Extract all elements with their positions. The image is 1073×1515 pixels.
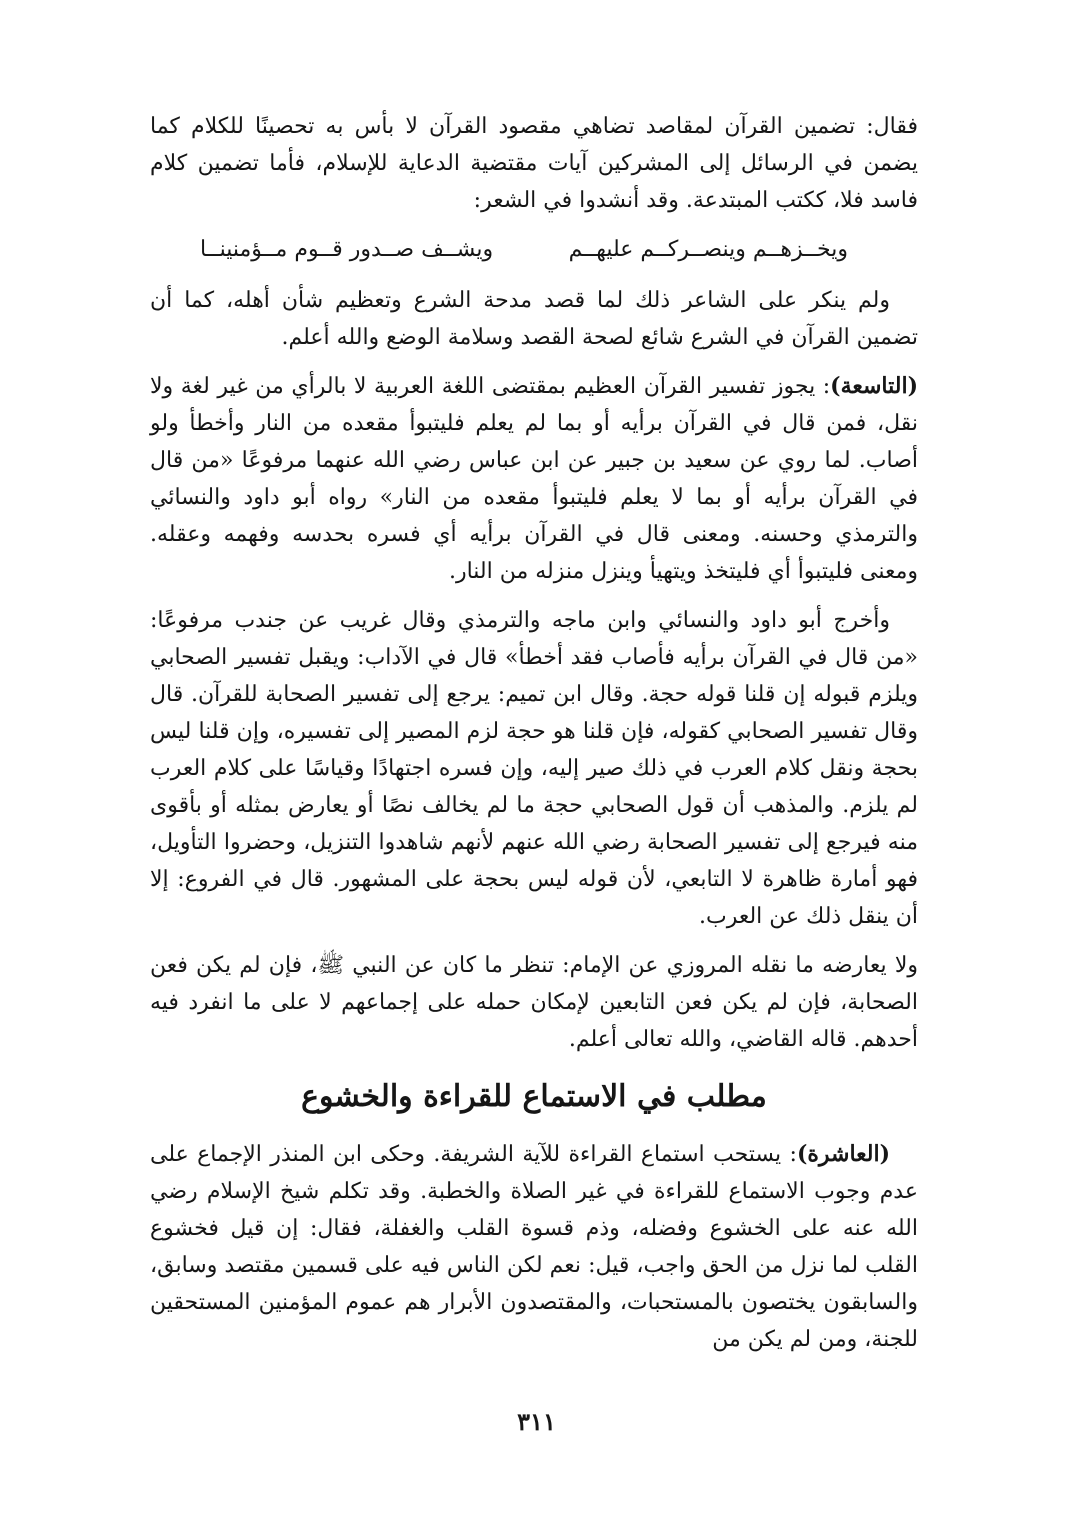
section-label-ninth: (التاسعة) (830, 373, 918, 399)
paragraph-6-text: : يستحب استماع القراءة للآية الشريفة. وحكى ابن المنذر الإجماع على عدم وجوب الاستماع للقراءة في غير الصلاة والخطبة. وقد تكلم شيخ الإسلام رضي الله عنه على الخشوع وفضله، وذم قسوة القلب والغفلة، فقال: إن قيل فخشوع القلب لما نزل من الحق واجب، قيل: نعم لكن الناس فيه على قسمين مقتصد وسابق، والسابقون يختصون بالمستحبات، والمقتصدون الأبرار هم عموم المؤمنين المستحقين للجنة، ومن لم يكن من (150, 1142, 918, 1352)
paragraph-3-text: : يجوز تفسير القرآن العظيم بمقتضى اللغة العربية لا بالرأي من غير لغة ولا نقل، فمن قال في القرآن برأيه أو بما لم يعلم فليتبوأ مقعده من النار وأخطأ ولو أصاب. لما روي عن سعيد بن جبير عن ابن عباس رضي الله عنهما مرفوعًا «من قال في القرآن برأيه أو بما لا يعلم فليتبوأ مقعده من النار» رواه أبو داود والنسائي والترمذي وحسنه. ومعنى قال في القرآن برأيه أي فسره بحدسه وفهمه وعقله. ومعنى فليتبوأ أي فليتخذ ويتهيأ وينزل منزله من النار. (150, 374, 918, 584)
paragraph-6 (150, 1136, 918, 1358)
paragraph-1: فقال: تضمين القرآن لمقاصد تضاهي مقصود القرآن لا بأس به تحصينًا للكلام كما يضمن في الرسائل إلى المشركين آيات مقتضية الدعاية للإسلام، فأما تضمين كلام فاسد فلا، ككتب المبتدعة. وقد أنشدوا في الشعر: (150, 114, 918, 213)
paragraph-4: وأخرج أبو داود والنسائي وابن ماجه والترمذي وقال غريب عن جندب مرفوعًا: «من قال في القرآن برأيه فأصاب فقد أخطأ» قال في الآداب: ويقبل تفسير الصحابي ويلزم قبوله إن قلنا قوله حجة. وقال ابن تميم: يرجع إلى تفسير الصحابة للقرآن. قال وقال تفسير الصحابي كقوله، فإن قلنا هو حجة لزم المصير إلى تفسيره، وإن قلنا ليس بحجة ونقل كلام العرب في ذلك صير إليه، وإن فسره اجتهادًا وقياسًا على كلام العرب لم يلزم. والمذهب أن قول الصحابي حجة ما لم يخالف نصًا أو يعارض بمثله أو بأقوى منه فيرجع إلى تفسير الصحابة رضي الله عنهم لأنهم شاهدوا التنزيل، وحضروا التأويل، فهو أمارة ظاهرة لا التابعي، لأن قوله ليس بحجة على المشهور. قال في الفروع: إلا أن ينقل ذلك عن العرب. (150, 608, 919, 929)
paragraph-5: ولا يعارضه ما نقله المروزي عن الإمام: تنظر ما كان عن النبي ﷺ، فإن لم يكن فعن الصحابة، فإن لم يكن فعن التابعين لإمكان حمله على إجماعهم لا على ما انفرد فيه أحدهم. قاله القاضي، والله تعالى أعلم. (150, 953, 918, 1052)
poetry-verse (200, 231, 848, 268)
page-number: ٣١١ (517, 1407, 556, 1436)
verse-first-half: ويخــزهــم وينصــركــم عليهــم (568, 237, 848, 262)
page-body (150, 108, 918, 1370)
paragraph-3 (150, 368, 918, 590)
section-heading: مطلب في الاستماع للقراءة والخشوع (301, 1079, 767, 1114)
paragraph-2: ولم ينكر على الشاعر ذلك لما قصد مدحة الشرع وتعظيم شأن أهله، كما أن تضمين القرآن في الشرع شائع لصحة القصد وسلامة الوضع والله أعلم. (150, 288, 918, 350)
verse-second-half: ويشــف صــدور قــوم مــؤمنينــا (200, 237, 494, 262)
section-label-tenth: (العاشرة) (796, 1141, 890, 1167)
